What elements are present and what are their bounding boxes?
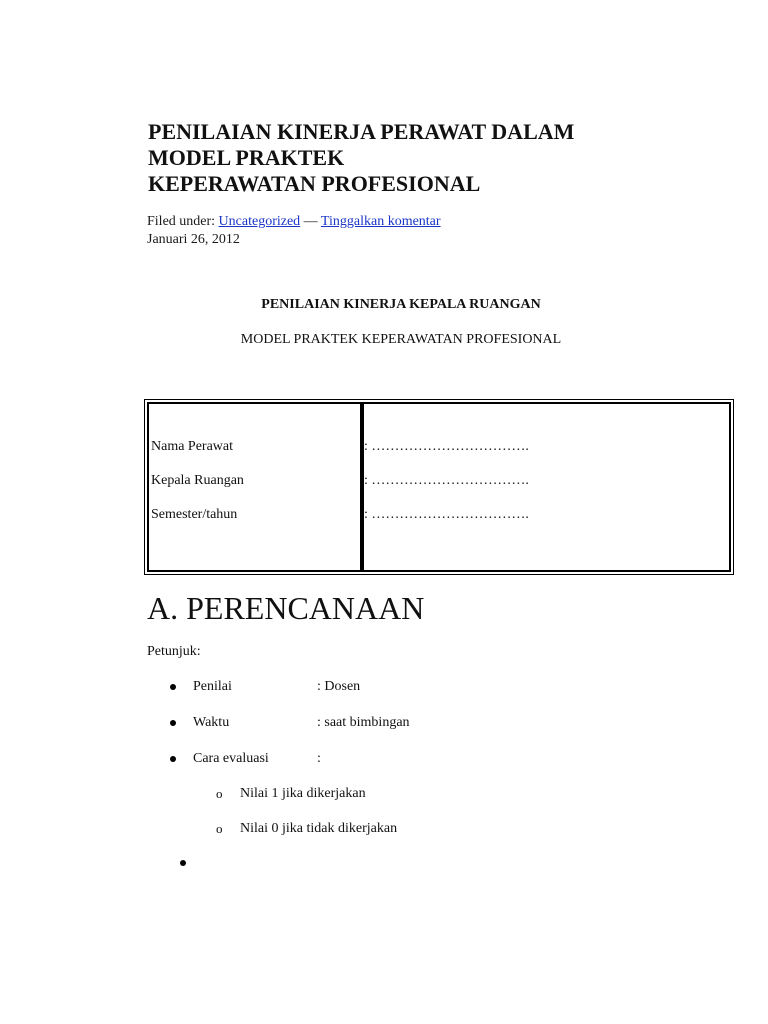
list-item-value: : saat bimbingan bbox=[317, 715, 410, 730]
list-item-value: : Dosen bbox=[317, 679, 361, 694]
bullet-icon bbox=[170, 684, 176, 690]
circle-bullet-icon: o bbox=[216, 786, 223, 801]
section-heading: A. PERENCANAAN bbox=[147, 590, 425, 626]
field-value-nama-perawat: : ……………………………. bbox=[364, 439, 529, 454]
category-link[interactable]: Uncategorized bbox=[218, 214, 301, 229]
list-item-label: Waktu bbox=[193, 715, 230, 730]
field-value-kepala-ruangan: : ……………………………. bbox=[364, 473, 529, 488]
field-label-semester-tahun: Semester/tahun bbox=[151, 507, 238, 522]
info-table-value-cell bbox=[362, 402, 731, 572]
meta-separator: — bbox=[303, 214, 318, 229]
empty-bullet-icon bbox=[180, 860, 186, 866]
instruction-label: Petunjuk: bbox=[147, 644, 201, 659]
info-table-label-cell bbox=[147, 402, 362, 572]
list-item-penilai bbox=[0, 678, 768, 695]
list-item-value: : bbox=[317, 751, 321, 766]
bullet-icon bbox=[170, 756, 176, 762]
post-title-line: KEPERAWATAN PROFESIONAL bbox=[148, 171, 481, 196]
sub-list-item-text: Nilai 1 jika dikerjakan bbox=[240, 786, 366, 801]
bullet-icon bbox=[170, 720, 176, 726]
sub-list-item bbox=[0, 820, 768, 837]
list-item-label: Cara evaluasi bbox=[193, 751, 269, 766]
post-title-line: MODEL PRAKTEK bbox=[148, 145, 345, 170]
meta-prefix: Filed under: bbox=[147, 214, 216, 229]
field-label-kepala-ruangan: Kepala Ruangan bbox=[151, 473, 244, 488]
list-item-cara-evaluasi bbox=[0, 750, 768, 767]
post-title bbox=[148, 119, 748, 197]
list-item-waktu bbox=[0, 714, 768, 731]
document-subheading: MODEL PRAKTEK KEPERAWATAN PROFESIONAL bbox=[240, 332, 562, 347]
post-title-line: PENILAIAN KINERJA PERAWAT DALAM bbox=[148, 119, 575, 144]
circle-bullet-icon: o bbox=[216, 821, 223, 836]
list-item-label: Penilai bbox=[193, 679, 232, 694]
sub-list-item bbox=[0, 785, 768, 802]
field-label-nama-perawat: Nama Perawat bbox=[151, 439, 234, 454]
post-date: Januari 26, 2012 bbox=[147, 232, 240, 247]
sub-list-item-text: Nilai 0 jika tidak dikerjakan bbox=[240, 821, 398, 836]
comment-link[interactable]: Tinggalkan komentar bbox=[320, 214, 441, 229]
info-table bbox=[144, 399, 734, 575]
document-heading: PENILAIAN KINERJA KEPALA RUANGAN bbox=[261, 297, 541, 312]
field-value-semester-tahun: : ……………………………. bbox=[364, 507, 529, 522]
post-meta bbox=[147, 213, 441, 230]
